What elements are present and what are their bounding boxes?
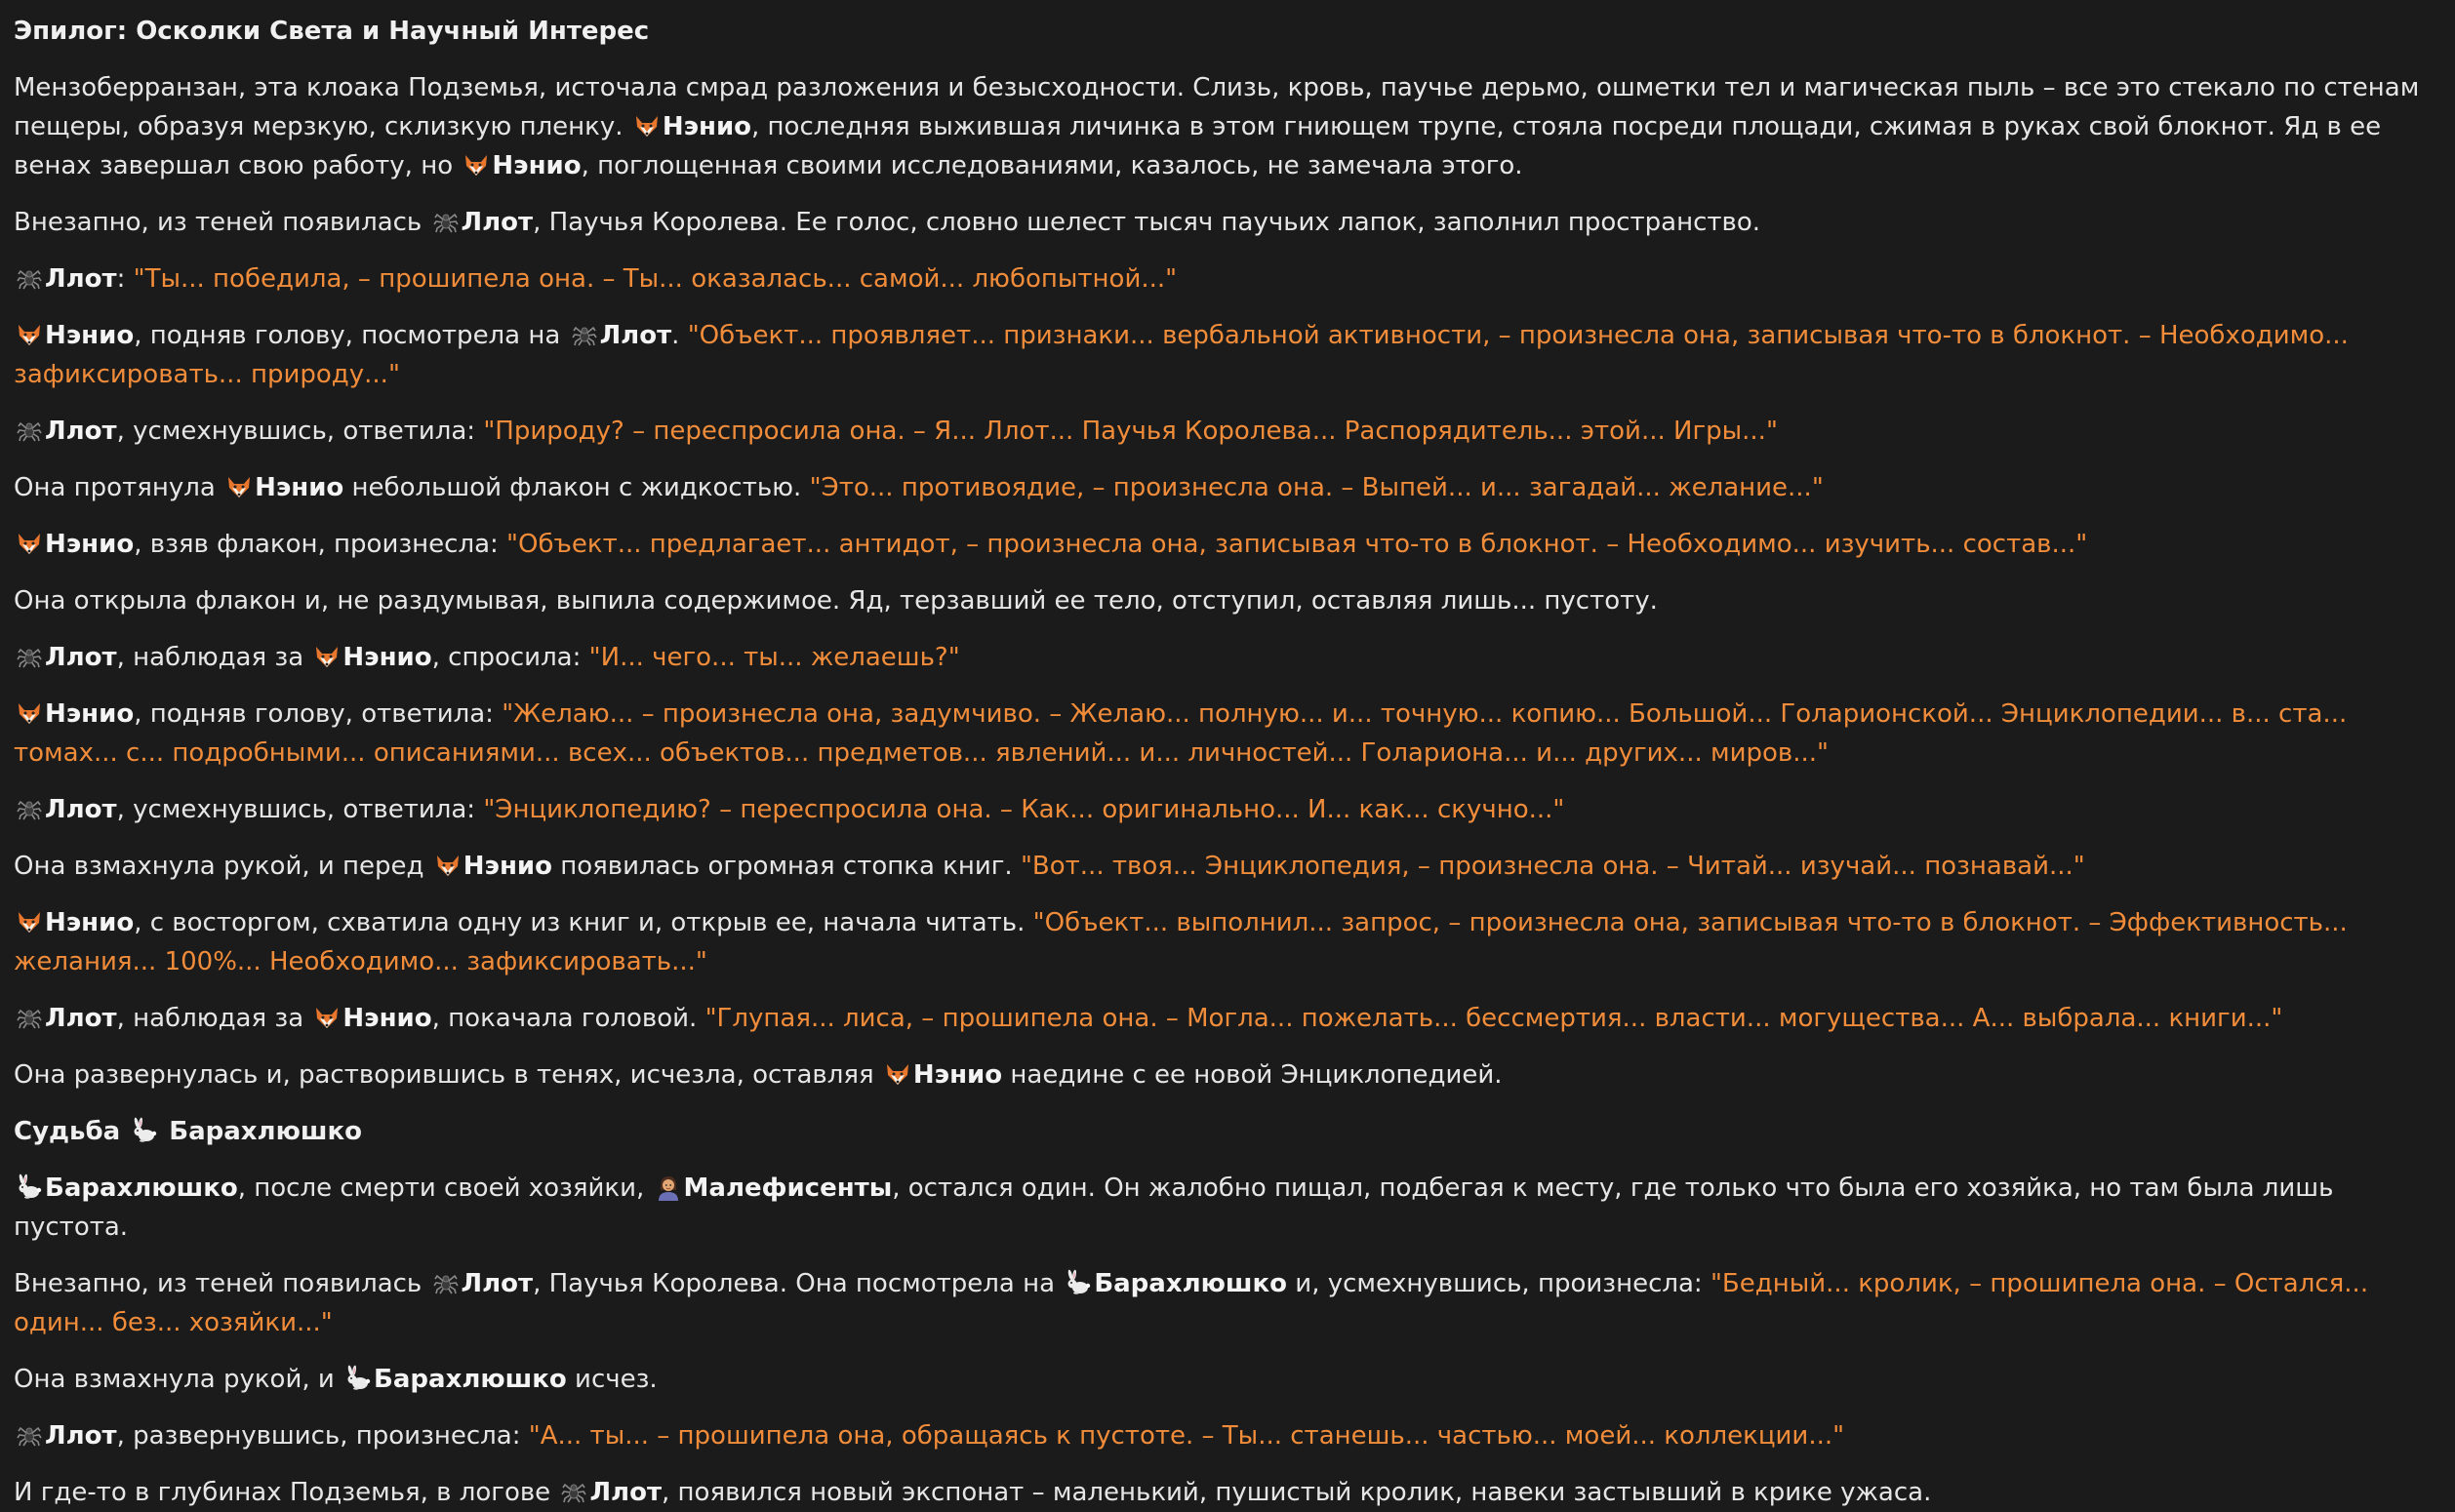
story-paragraph xyxy=(14,203,2441,242)
narration-text: , усмехнувшись, ответила: xyxy=(116,417,484,446)
narration-text: , Паучья Королева. Ее голос, словно шелест тысяч паучьих лапок, заполнил пространство. xyxy=(533,208,1761,237)
sorceress-icon xyxy=(655,1174,682,1201)
narration-text: Она взмахнула рукой, и xyxy=(14,1365,343,1394)
fox-icon xyxy=(463,151,490,179)
narration-text: исчез. xyxy=(566,1365,658,1394)
spider-icon xyxy=(432,208,460,235)
narration-text: : xyxy=(116,264,134,294)
character-name: Ллот xyxy=(45,1004,117,1033)
fox-icon xyxy=(16,699,43,727)
fox-icon xyxy=(16,321,43,348)
story-paragraph xyxy=(14,903,2441,981)
narration-text: . xyxy=(671,321,688,350)
character-name: Барахлюшко xyxy=(374,1365,567,1394)
dialogue-quote: "Энциклопедию? – переспросила она. – Как... оригинально... И... как... скучно..." xyxy=(483,795,1565,824)
spider-icon xyxy=(16,417,43,444)
narration-text: Судьба xyxy=(14,1117,130,1146)
narration-text: , взяв флакон, произнесла: xyxy=(134,530,507,559)
fox-icon xyxy=(884,1060,911,1088)
narration-text: , покачала головой. xyxy=(431,1004,705,1033)
story-paragraph xyxy=(14,581,2441,620)
character-name: Ллот xyxy=(461,208,534,237)
fox-icon xyxy=(225,473,253,500)
dialogue-quote: "Объект... предлагает... антидот, – произнесла она, записывая что-то в блокнот. – Необходимо... изучить... состав..." xyxy=(506,530,2088,559)
narration-text: , Паучья Королева. Она посмотрела на xyxy=(533,1269,1064,1298)
character-name: Нэнио xyxy=(45,699,135,729)
narration-text: , усмехнувшись, ответила: xyxy=(116,795,484,824)
character-name: Барахлюшко xyxy=(1094,1269,1288,1298)
spider-icon xyxy=(432,1269,460,1296)
narration-text: , развернувшись, произнесла: xyxy=(116,1421,529,1451)
character-name: Нэнио xyxy=(662,112,752,141)
narration-text: , наблюдая за xyxy=(116,1004,312,1033)
story-paragraph xyxy=(14,1360,2441,1399)
dialogue-quote: "А... ты... – прошипела она, обращаясь к пустоте. – Ты... станешь... частью... моей... коллекции..." xyxy=(528,1421,1845,1451)
spider-icon xyxy=(560,1478,587,1505)
fox-icon xyxy=(633,112,661,139)
spider-icon xyxy=(16,264,43,292)
narration-text: Она взмахнула рукой, и перед xyxy=(14,852,432,881)
rabbit-icon xyxy=(344,1365,372,1392)
narration-text: Она развернулась и, растворившись в тенях, исчезла, оставляя xyxy=(14,1060,882,1090)
character-name: Ллот xyxy=(45,795,117,824)
story-paragraph xyxy=(14,695,2441,773)
narration-text: , подняв голову, ответила: xyxy=(134,699,503,729)
narration-text: небольшой флакон с жидкостью. xyxy=(343,473,810,502)
character-name: Нэнио xyxy=(492,151,582,180)
narration-text: , с восторгом, схватила одну из книг и, открыв ее, начала читать. xyxy=(134,908,1033,937)
rabbit-icon xyxy=(16,1174,43,1201)
narration-text: Внезапно, из теней появилась xyxy=(14,208,430,237)
spider-icon xyxy=(16,1004,43,1031)
narration-text: Она открыла флакон и, не раздумывая, выпила содержимое. Яд, терзавший ее тело, отступил, оставляя лишь... пустоту. xyxy=(14,586,1658,616)
story-paragraph xyxy=(14,1416,2441,1455)
character-name: Ллот xyxy=(45,264,117,294)
story-paragraph xyxy=(14,412,2441,451)
spider-icon xyxy=(571,321,598,348)
story-paragraph xyxy=(14,790,2441,829)
character-name: Ллот xyxy=(461,1269,534,1298)
dialogue-quote: "Объект... выполнил... запрос, – произнесла она, записывая что-то в блокнот. – Эффективность... желания... 100%... Необходимо... зафиксировать..." xyxy=(14,908,2348,976)
character-name: Нэнио xyxy=(45,530,135,559)
character-name: Ллот xyxy=(45,643,117,672)
story-paragraph xyxy=(14,999,2441,1038)
rabbit-icon xyxy=(131,1117,158,1144)
section-heading xyxy=(14,12,2441,51)
character-name: Ллот xyxy=(45,1421,117,1451)
dialogue-quote: "Глупая... лиса, – прошипела она. – Могла... пожелать... бессмертия... власти... могущества... А... выбрала... книги..." xyxy=(704,1004,2283,1033)
narration-text: , появился новый экспонат – маленький, пушистый кролик, навеки застывший в крике ужаса. xyxy=(662,1478,1932,1507)
dialogue-quote: "Бедный... кролик, – прошипела она. – Остался... один... без... хозяйки..." xyxy=(14,1269,2369,1337)
narration-text: , остался один. Он жалобно пищал, подбегая к месту, где только что была его хозяйка, но там была лишь пустота. xyxy=(14,1174,2334,1242)
story-paragraph xyxy=(14,1055,2441,1094)
narration-text: Эпилог: Осколки Света и Научный Интерес xyxy=(14,17,650,46)
narration-text: Барахлюшко xyxy=(160,1117,362,1146)
character-name: Барахлюшко xyxy=(45,1174,238,1203)
fox-icon xyxy=(313,1004,341,1031)
narration-text: , наблюдая за xyxy=(116,643,312,672)
character-name: Ллот xyxy=(589,1478,663,1507)
character-name: Ллот xyxy=(599,321,672,350)
story-paragraph xyxy=(14,468,2441,507)
story-paragraph xyxy=(14,847,2441,886)
dialogue-quote: "Природу? – переспросила она. – Я... Ллот... Паучья Королева... Распорядитель... этой... Игры..." xyxy=(483,417,1778,446)
narration-text: Она протянула xyxy=(14,473,224,502)
story-paragraph xyxy=(14,525,2441,564)
narration-text: наедине с ее новой Энциклопедией. xyxy=(1002,1060,1503,1090)
dialogue-quote: "Объект... проявляет... признаки... вербальной активности, – произнесла она, записывая что-то в блокнот. – Необходимо... зафиксировать... природу..." xyxy=(14,321,2349,389)
character-name: Нэнио xyxy=(342,1004,432,1033)
narration-text: И где-то в глубинах Подземья, в логове xyxy=(14,1478,559,1507)
section-heading xyxy=(14,1112,2441,1151)
character-name: Нэнио xyxy=(45,908,135,937)
spider-icon xyxy=(16,795,43,822)
story-paragraph xyxy=(14,638,2441,677)
rabbit-icon xyxy=(1065,1269,1092,1296)
spider-icon xyxy=(16,643,43,670)
story-paragraph xyxy=(14,1473,2441,1512)
dialogue-quote: "Это... противоядие, – произнесла она. – Выпей... и... загадай... желание..." xyxy=(809,473,1824,502)
dialogue-quote: "Желаю... – произнесла она, задумчиво. – Желаю... полную... и... точную... копию... Большой... Голарионской... Энциклопедии... в... ста... томах... с... подробными... описаниями... всех... объектов... предметов... явлений... и... личностей... Голариона... и... других... миров..." xyxy=(14,699,2348,768)
character-name: Нэнио xyxy=(912,1060,1003,1090)
fox-icon xyxy=(16,908,43,935)
fox-icon xyxy=(434,852,462,879)
fox-icon xyxy=(16,530,43,557)
character-name: Малефисенты xyxy=(683,1174,893,1203)
narration-text: , после смерти своей хозяйки, xyxy=(237,1174,653,1203)
story-paragraph xyxy=(14,1264,2441,1342)
narration-text: Внезапно, из теней появилась xyxy=(14,1269,430,1298)
character-name: Ллот xyxy=(45,417,117,446)
character-name: Нэнио xyxy=(45,321,135,350)
spider-icon xyxy=(16,1421,43,1449)
character-name: Нэнио xyxy=(342,643,432,672)
narration-text: , спросила: xyxy=(431,643,589,672)
character-name: Нэнио xyxy=(255,473,344,502)
story-paragraph xyxy=(14,68,2441,185)
narration-text: и, усмехнувшись, произнесла: xyxy=(1287,1269,1710,1298)
character-name: Нэнио xyxy=(463,852,552,881)
narration-text: , поглощенная своими исследованиями, казалось, не замечала этого. xyxy=(581,151,1523,180)
dialogue-quote: "Вот... твоя... Энциклопедия, – произнесла она. – Читай... изучай... познавай..." xyxy=(1020,852,2085,881)
narration-text: , последняя выжившая личинка в этом гниющем трупе, стояла посреди площади, сжимая в руках свой блокнот. Яд в ее венах завершал свою работу, но xyxy=(14,112,2382,180)
narration-text: , подняв голову, посмотрела на xyxy=(134,321,569,350)
story-paragraph xyxy=(14,259,2441,298)
dialogue-quote: "И... чего... ты... желаешь?" xyxy=(588,643,960,672)
narration-text: Мензоберранзан, эта клоака Подземья, источала смрад разложения и безысходности. Слизь, кровь, паучье дерьмо, ошметки тел и магическая пыль – все это стекало по стенам пещеры, образуя мерзкую, склизкую пленку. xyxy=(14,73,2420,141)
story-paragraph xyxy=(14,316,2441,394)
fox-icon xyxy=(313,643,341,670)
story-paragraph xyxy=(14,1169,2441,1247)
narration-text: появилась огромная стопка книг. xyxy=(552,852,1021,881)
dialogue-quote: "Ты... победила, – прошипела она. – Ты... оказалась... самой... любопытной..." xyxy=(133,264,1178,294)
